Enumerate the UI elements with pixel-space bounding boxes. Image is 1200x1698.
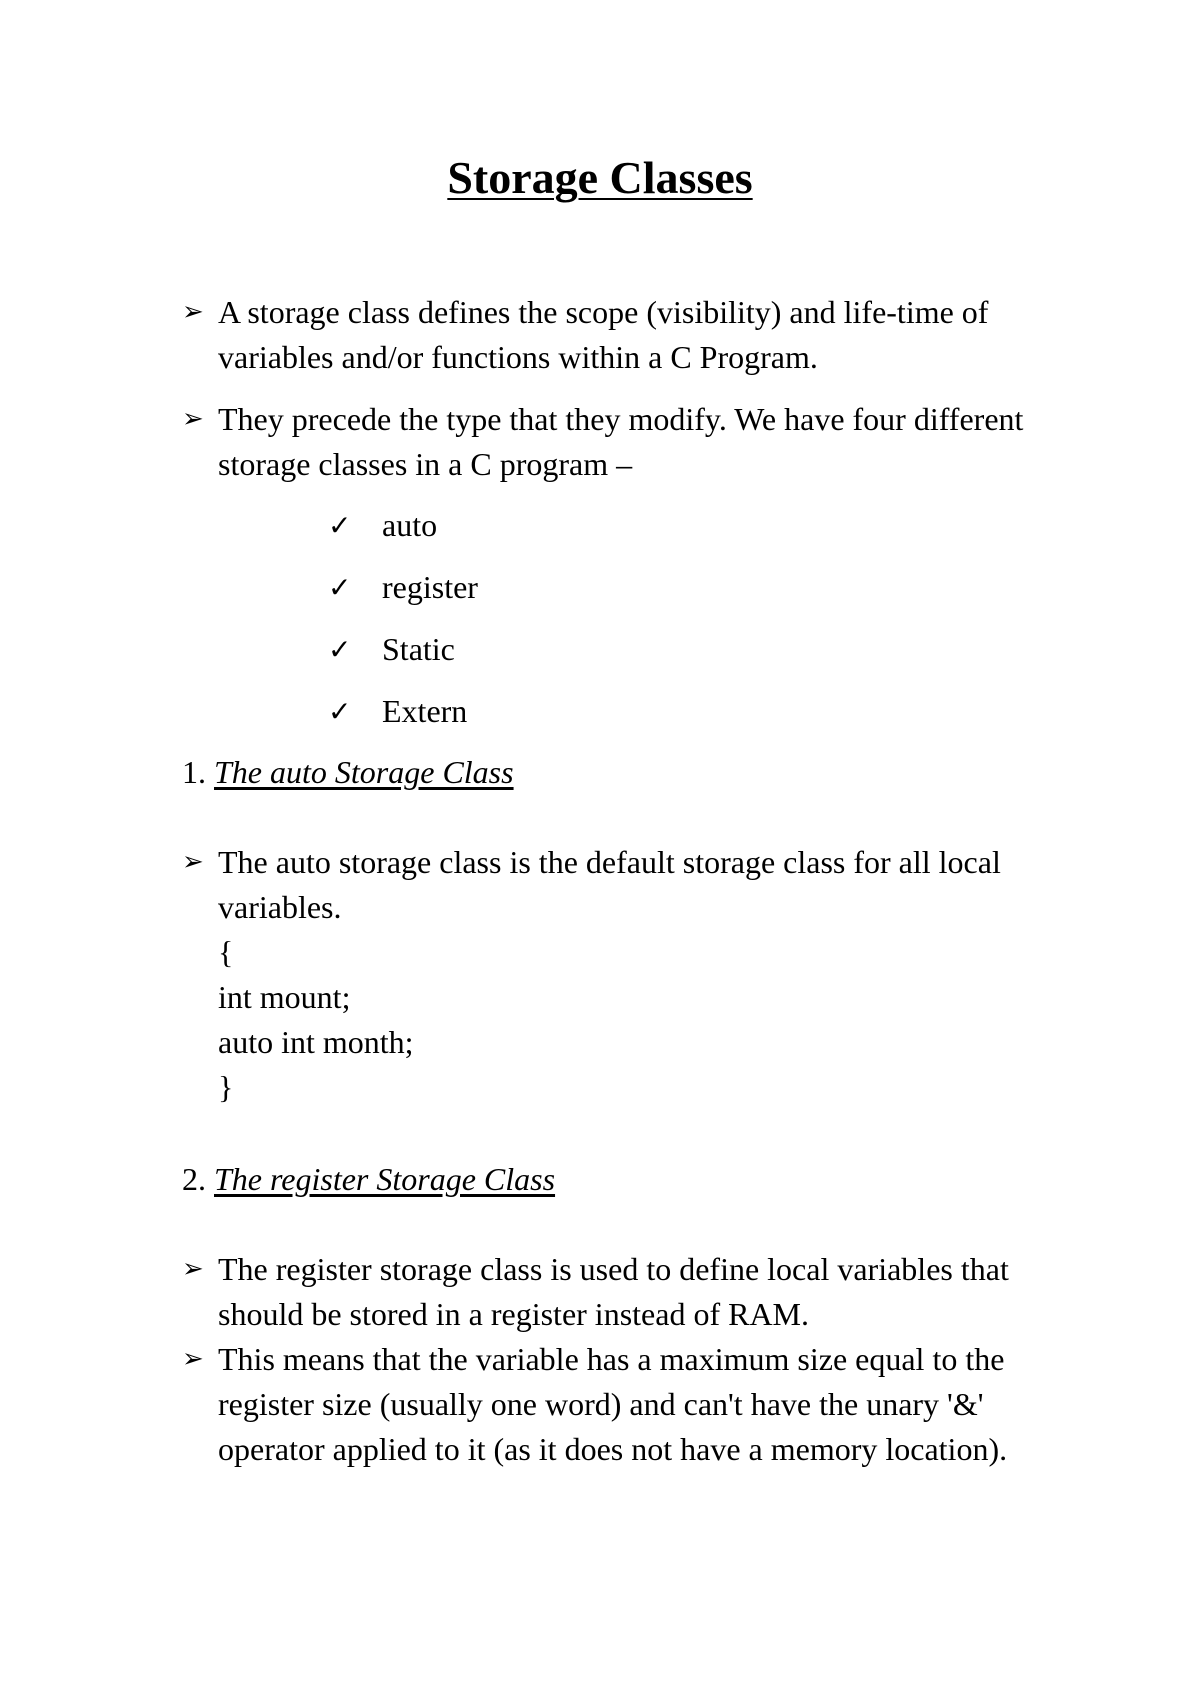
code-line: auto int month; (218, 1024, 414, 1060)
code-line: { (218, 934, 234, 970)
code-line: } (218, 1069, 234, 1105)
checkmark-icon: ✓ (328, 633, 352, 666)
intro-bullet-text: A storage class defines the scope (visibility) and life-time of variables and/or functions within a C Program. (218, 294, 989, 375)
auto-bullet-1 (182, 840, 1082, 930)
check-item-label: Static (382, 631, 455, 667)
section-number: 1. (182, 754, 206, 790)
check-item-auto (328, 503, 437, 548)
arrowhead-bullet-icon: ➢ (182, 404, 204, 434)
intro-bullet-2 (182, 397, 1082, 487)
section-heading-auto (182, 750, 514, 795)
auto-bullet-text: The auto storage class is the default storage class for all local variables. (218, 844, 1001, 925)
section-number: 2. (182, 1161, 206, 1197)
section-title: The auto Storage Class (214, 754, 514, 790)
register-bullet-1 (182, 1247, 1082, 1337)
arrowhead-bullet-icon: ➢ (182, 297, 204, 327)
checkmark-icon: ✓ (328, 509, 352, 542)
arrowhead-bullet-icon: ➢ (182, 1344, 204, 1374)
register-bullet-2 (182, 1337, 1082, 1472)
check-item-extern (328, 689, 467, 734)
section-title: The register Storage Class (214, 1161, 556, 1197)
intro-bullet-1 (182, 290, 1082, 380)
code-line: int mount; (218, 979, 351, 1015)
register-bullet-text: The register storage class is used to define local variables that should be stored in a register instead of RAM. (218, 1251, 1009, 1332)
check-item-label: auto (382, 507, 438, 543)
checkmark-icon: ✓ (328, 695, 352, 728)
page-title: Storage Classes (447, 152, 753, 203)
check-item-register (328, 565, 478, 610)
arrowhead-bullet-icon: ➢ (182, 847, 204, 877)
checkmark-icon: ✓ (328, 571, 352, 604)
check-item-static (328, 627, 455, 672)
check-item-label: register (382, 569, 478, 605)
register-bullet-text: This means that the variable has a maximum size equal to the register size (usually one word) and can't have the unary '&' operator applied to it (as it does not have a memory location). (218, 1341, 1008, 1467)
check-item-label: Extern (382, 693, 468, 729)
section-heading-register (182, 1157, 555, 1202)
intro-bullet-text: They precede the type that they modify. We have four different storage classes in a C program – (218, 401, 1024, 482)
arrowhead-bullet-icon: ➢ (182, 1254, 204, 1284)
